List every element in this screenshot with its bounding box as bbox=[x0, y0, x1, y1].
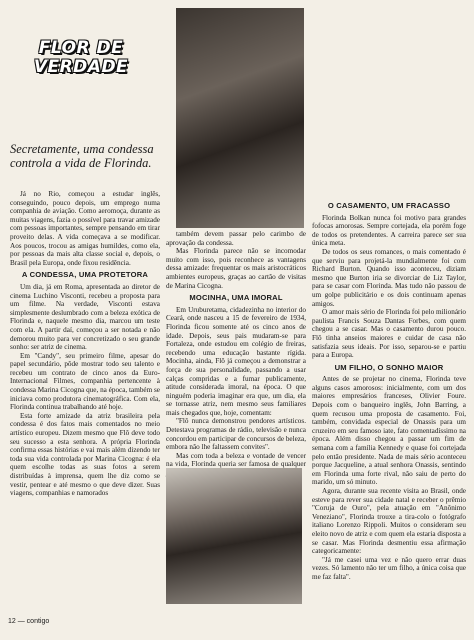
section-heading: A CONDESSA, UMA PROTETORA bbox=[21, 270, 149, 280]
section-heading: O CASAMENTO, UM FRACASSO bbox=[327, 201, 451, 210]
paragraph: Em "Candy", seu primeiro filme, apesar do papel secundário, pôde mostrar todo seu talento e recebeu um contrato de cinco anos da Euro-Internacional Filmes, companhia pertencente à condessa Marina Cicogna que, na época, também se iniciava como produtora cinematográfica. Com ela, Florinda continua trabalhando até hoje. bbox=[10, 351, 160, 412]
paragraph: Mas Florinda parece não se incomodar muito com isso, pois reconhece as vantagens dessa amizade: frequentar os mais aristocráticos ambientes europeus, graças ao cartão de visitas de Marina Cicogna. bbox=[166, 247, 306, 290]
paragraph: "Já me casei uma vez e não quero errar duas vezes. Só lamento não ter um filho, a única coisa que me faz falta". bbox=[312, 555, 466, 581]
text-column-2 bbox=[166, 230, 306, 478]
title-line-2: VERDADE bbox=[33, 57, 129, 77]
paragraph: Agora, durante sua recente visita ao Brasil, onde esteve para rever sua cidade natal e receber o prêmio "Coruja de Ouro", pela atuação em "Anônimo Veneziano", Florinda trouxe a tira-colo o fotógrafo italiano Lorenzo Rippoli. Muitos o consideram seu eleito novo de atriz e com quem ela estaria disposta a se casar. Mas Florinda desmentiu essa afirmação categoricamente: bbox=[312, 487, 466, 556]
text-column-1 bbox=[10, 190, 160, 498]
paragraph: Florinda Bolkan nunca foi motivo para grandes fofocas amorosas. Sempre cortejada, ela porém foge de todos os pretendentes. A carreira parece ser sua única meta. bbox=[312, 213, 466, 248]
paragraph: Já no Rio, começou a estudar inglês, conseguindo, pouco depois, um emprego numa companhia de aviação. Como aeromoça, durante as muitas viagens, fazia o possível para travar amizade com pessoas importantes, sempre pensando em tirar proveito delas. A vida começava a se modificar. Aos poucos, trocou as amigas humildes, como ela, por pessoas da mais alta classe social e, depois, o Brasil pela Europa, onde fixou residência. bbox=[10, 190, 160, 267]
paragraph: Esta forte amizade da atriz brasileira pela condessa é dos fatos mais comentados no meio artístico europeu. Dizem mesmo que Flô deve todo seu sucesso a esta senhora. A própria Florinda confirma essas histórias e vai mais além dizendo ter toda sua vida controlada por Marina Cicogna: é ela quem escolhe todas as suas fotos a serem distribuídas à imprensa, quem lhe diz como se vestir, pentear e até mesmo o que deve dizer. Suas viagens, companhias e namorados bbox=[10, 411, 160, 498]
article-subtitle: Secretamente, uma condessa controla a vida de Florinda. bbox=[10, 142, 154, 170]
paragraph: Em Uruburetama, cidadezinha no interior do Ceará, onde nasceu a 15 de fevereiro de 1934, Florinda ficou somente até os cinco anos de idade. Depois, seus pais mudaram-se para Fortaleza, onde estudou em colégio de freiras, recebendo uma educação bastante rígida. Mocinha, ainda, Flô já começou a demonstrar a força de sua personalidade, passando a usar calças compridas e a fumar publicamente, atitude considerada imoral, na época. O que ninguém poderia imaginar era que, um dia, ela se tornasse atriz, nem mesmo seus familiares mais chegados que, hoje, comentam: bbox=[166, 305, 306, 417]
paragraph: Um dia, já em Roma, apresentada ao diretor de cinema Luchino Visconti, recebeu a proposta para um filme. Na verdade, Visconti estava simplesmente deslumbrado com a beleza exótica de Florinda e, naquele mesmo dia, marcou um teste com ela. A partir daí, começou a ser notada e não demorou muito para ver concretizado o seu grande sonho: ser atriz de cinema. bbox=[10, 282, 160, 352]
paragraph: também devem passar pelo carimbo de aprovação da condessa. bbox=[166, 230, 306, 247]
section-heading: UM FILHO, O SONHO MAIOR bbox=[334, 362, 444, 372]
portrait-photo-top bbox=[176, 8, 304, 228]
portrait-photo-bottom bbox=[166, 468, 302, 604]
paragraph: O amor mais sério de Florinda foi pelo milionário paulista Francis Souza Dantas Forbes, com quem chegou a se casar. Mas o casamento durou pouco. Flô tinha anseios maiores e cuidar de casa não satisfazia seus ideais. Por isso, separou-se e partiu para a Europa. bbox=[312, 308, 466, 360]
title-line-1: FLOR DE bbox=[38, 38, 124, 58]
page-footer: 12 — contigo bbox=[8, 618, 50, 625]
text-column-3 bbox=[312, 198, 466, 582]
paragraph: Antes de se projetar no cinema, Florinda teve alguns casos amorosos: inicialmente, com um dos maiores empresários franceses, Olivier Foure. Depois com o banqueiro inglês, John Barring, a quem recusou uma proposta de casamento. Foi, também, convidada especial de Onassis para um cruzeiro em seu famoso iate, fato comentadíssimo na época. Além disso chegou a passar um fim de semana com a família Kennedy e quase foi cortejada pelo então presidente. Nada de mais sério aconteceu porque Jacqueline, a atual senhora Onassis, sentindo em Florinda uma forte rival, não saiu de perto do marido, um só minuto. bbox=[312, 375, 466, 487]
paragraph: De todos os seus romances, o mais comentado é que serviu para projetá-la mundialmente foi com Richard Burton. Quando isso aconteceu, diziam mesmo que Burton iria se divorciar de Liz Taylor, para se casar com Florinda. Mas tudo não passou de um golpe publicitário e os dois continuam apenas amigos. bbox=[312, 247, 466, 308]
section-heading: MOCINHA, UMA IMORAL bbox=[189, 293, 283, 303]
paragraph: "Flô nunca demonstrou pendores artísticos. Detestava programas de rádio, televisão e nunca concordou em participar de concursos de beleza, embora não lhe faltassem convites". bbox=[166, 417, 306, 452]
article-title bbox=[22, 38, 140, 86]
paragraph: Mas com toda a beleza e vontade de vencer na vida, Florinda queria ser famosa de qualquer bbox=[166, 451, 306, 469]
